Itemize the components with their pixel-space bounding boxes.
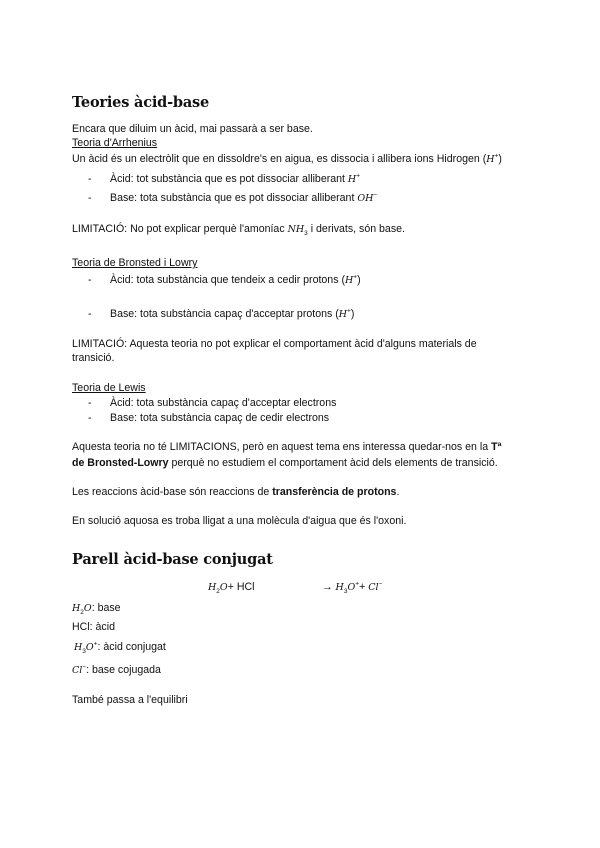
no-limitations-note-line1: Aquesta teoria no té LIMITACIONS, però en aquest tema ens interessa quedar-nos en la Tª (72, 441, 502, 453)
oxonium-text: En solució aquosa es troba lligat a una molècula d'aigua que és l'oxoni. (72, 515, 407, 527)
equilibrium-text: També passa a l'equilibri (72, 694, 188, 706)
bronsted-limitation-line2: transició. (72, 352, 115, 364)
no-limitations-note-line2: de Bronsted-Lowry perquè no estudiem el comportament àcid dels elements de transició. (72, 457, 498, 469)
bronsted-heading: Teoria de Bronsted i Lowry (72, 257, 198, 269)
bronsted-base-item: - Base: tota substància capaç d'acceptar protons (H+) (88, 307, 355, 320)
arrhenius-base-item: - Base: tota substància que es pot dissociar alliberant OH− (88, 191, 378, 204)
lewis-heading: Teoria de Lewis (72, 382, 146, 394)
bronsted-acid-item: - Àcid: tota substància que tendeix a cedir protons (H+) (88, 273, 361, 286)
lewis-base-item: - Base: tota substància capaç de cedir electrons (88, 412, 330, 424)
section-title-conjugate-pair: Parell àcid-base conjugat (72, 551, 273, 568)
arrhenius-definition: Un àcid és un electròlit que en dissoldre's en aigua, es dissocia i allibera ions Hidrogen (H+) (72, 152, 502, 165)
h2o-base-label: $H_2O$: base (72, 602, 121, 617)
reaction-equation-reactants: $H_2O+$ HCl (208, 581, 255, 596)
cl-conjugate-base-label: Cl−: base cojugada (72, 663, 161, 676)
lewis-acid-item: - Àcid: tota substància capaç d'acceptar electrons (88, 397, 337, 409)
intro-text: Encara que diluim un àcid, mai passarà a ser base. (72, 123, 313, 135)
section-title-acid-base-theories: Teories àcid-base (72, 94, 210, 111)
hcl-acid-label: HCl: àcid (72, 621, 115, 633)
arrhenius-limitation: LIMITACIÓ: No pot explicar perquè l'amoníac $NH_3$ i derivats, són base. (72, 223, 405, 238)
bronsted-limitation-line1: LIMITACIÓ: Aquesta teoria no pot explicar el comportament àcid d'alguns materials de (72, 338, 477, 350)
reaction-equation-products: → $H_3O^++ Cl^-$ (322, 580, 383, 596)
arrhenius-heading: Teoria d'Arrhenius (72, 137, 158, 149)
h3o-conjugate-acid-label: $H_3O^+$: àcid conjugat (74, 640, 166, 656)
arrhenius-acid-item: - Àcid: tot substància que es pot dissociar alliberant H+ (88, 172, 360, 185)
proton-transfer-text: Les reaccions àcid-base són reaccions de transferència de protons. (72, 486, 400, 498)
